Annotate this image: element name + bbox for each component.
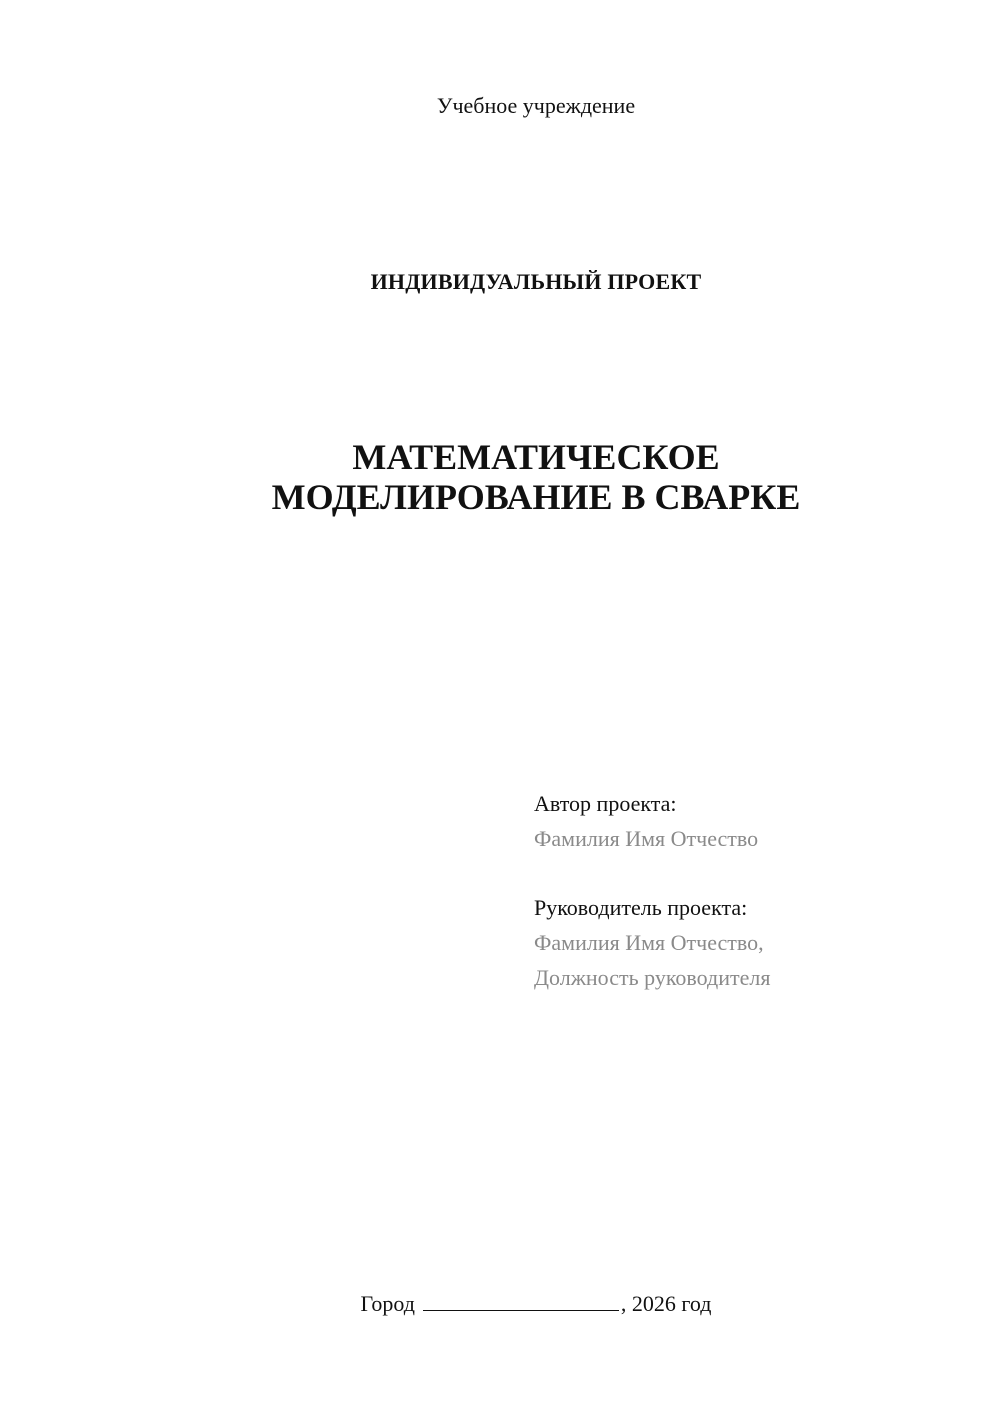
city-blank-line [423, 1291, 619, 1311]
year-text: , 2026 год [620, 1291, 712, 1316]
project-title [0, 437, 1000, 517]
institution-name: Учебное учреждение [436, 93, 636, 118]
author-name: Фамилия Имя Отчество [534, 826, 759, 851]
supervisor-position: Должность руководителя [534, 965, 771, 990]
author-label: Автор проекта: [534, 791, 677, 816]
document-type: ИНДИВИДУАЛЬНЫЙ ПРОЕКТ [370, 269, 702, 294]
project-info [534, 786, 974, 995]
info-spacer [534, 856, 974, 890]
footer-city-year [0, 1289, 1000, 1319]
city-label: Город [360, 1291, 415, 1316]
project-title-line-1: МАТЕМАТИЧЕСКОЕ [352, 437, 720, 477]
project-title-line-2: МОДЕЛИРОВАНИЕ В СВАРКЕ [271, 477, 801, 517]
supervisor-name: Фамилия Имя Отчество, [534, 930, 764, 955]
supervisor-label: Руководитель проекта: [534, 895, 748, 920]
